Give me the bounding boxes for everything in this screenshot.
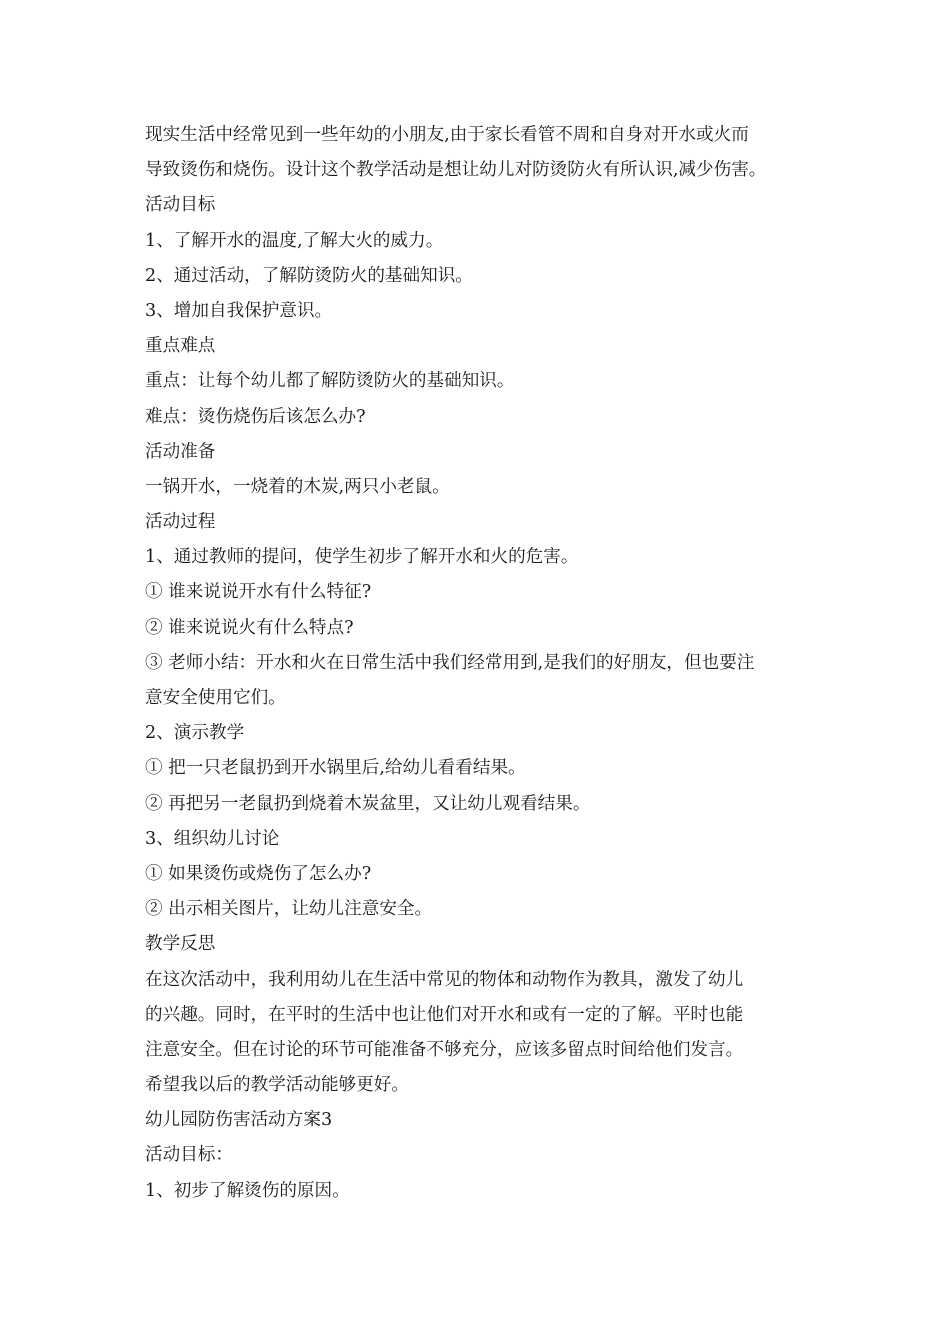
text-line: 导致烫伤和烧伤。设计这个教学活动是想让幼儿对防烫防火有所认识,减少伤害。 bbox=[145, 160, 767, 181]
list-item: 1、初步了解烫伤的原因。 bbox=[145, 1180, 350, 1201]
text-line: 希望我以后的教学活动能够更好。 bbox=[145, 1075, 409, 1096]
text-line: 重点：让每个幼儿都了解防烫防火的基础知识。 bbox=[145, 371, 515, 392]
text-line: 意安全使用它们。 bbox=[145, 688, 286, 708]
list-item: 2、演示教学 bbox=[145, 723, 245, 744]
list-item: ② 谁来说说火有什么特点? bbox=[145, 617, 354, 638]
text-line: 在这次活动中，我利用幼儿在生活中常见的物体和动物作为教具，激发了幼儿 bbox=[145, 969, 744, 990]
text-line: 注意安全。但在讨论的环节可能准备不够充分，应该多留点时间给他们发言。 bbox=[145, 1039, 744, 1060]
section-heading: 活动过程 bbox=[145, 512, 216, 533]
list-item: 1、了解开水的温度,了解大火的威力。 bbox=[145, 230, 444, 251]
list-item: 2、通过活动，了解防烫防火的基础知识。 bbox=[145, 265, 473, 286]
section-heading: 教学反思 bbox=[145, 934, 216, 955]
list-item: ① 如果烫伤或烧伤了怎么办? bbox=[145, 863, 372, 884]
list-item: 1、通过教师的提问，使学生初步了解开水和火的危害。 bbox=[145, 547, 579, 568]
text-line: 难点：烫伤烧伤后该怎么办? bbox=[145, 406, 366, 427]
section-heading: 活动准备 bbox=[145, 441, 216, 462]
section-heading: 重点难点 bbox=[145, 336, 216, 357]
list-item: ③ 老师小结：开水和火在日常生活中我们经常用到,是我们的好朋友，但也要注 bbox=[145, 652, 755, 673]
list-item: ② 出示相关图片，让幼儿注意安全。 bbox=[145, 899, 433, 920]
list-item: 3、组织幼儿讨论 bbox=[145, 828, 280, 849]
section-heading: 活动目标 bbox=[145, 195, 216, 216]
list-item: 3、增加自我保护意识。 bbox=[145, 300, 333, 321]
text-line: 一锅开水，一烧着的木炭,两只小老鼠。 bbox=[145, 476, 450, 497]
section-heading: 活动目标： bbox=[145, 1145, 233, 1166]
list-item: ② 再把另一老鼠扔到烧着木炭盆里，又让幼儿观看结果。 bbox=[145, 793, 591, 814]
document-title: 幼儿园防伤害活动方案3 bbox=[145, 1110, 333, 1131]
text-line: 现实生活中经常见到一些年幼的小朋友,由于家长看管不周和自身对开水或火而 bbox=[145, 125, 749, 145]
document-body bbox=[145, 118, 815, 1209]
text-line: 的兴趣。同时，在平时的生活中也让他们对开水和或有一定的了解。平时也能 bbox=[145, 1004, 744, 1025]
list-item: ① 谁来说说开水有什么特征? bbox=[145, 582, 372, 603]
list-item: ① 把一只老鼠扔到开水锅里后,给幼儿看看结果。 bbox=[145, 758, 526, 779]
